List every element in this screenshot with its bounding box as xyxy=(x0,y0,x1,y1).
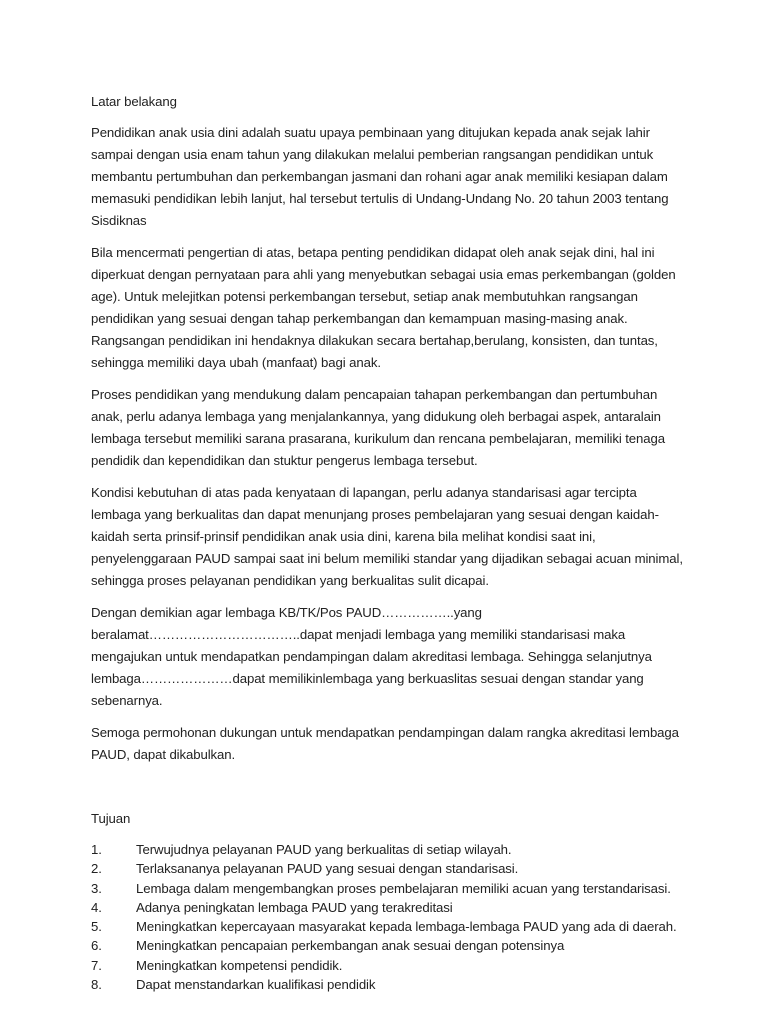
paragraph-5: Dengan demikian agar lembaga KB/TK/Pos PAUD……………..yang beralamat……………………………..dapat menjadi lembaga yang memiliki standarisasi maka mengajukan untuk mendapatkan pendampingan dalam akreditasi lembaga. Sehingga selanjutnya lembaga…………………dapat memilikinlembaga yang berkuaslitas sesuai dengan standar yang sebenarnya. xyxy=(91,605,652,708)
list-number: 4. xyxy=(91,899,102,915)
list-item xyxy=(91,879,688,898)
list-text: Adanya peningkatan lembaga PAUD yang terakreditasi xyxy=(136,899,453,915)
list-text: Meningkatkan kompetensi pendidik. xyxy=(136,957,343,973)
list-number: 3. xyxy=(91,880,102,896)
list-item xyxy=(91,975,688,994)
paragraph-1: Pendidikan anak usia dini adalah suatu upaya pembinaan yang ditujukan kepada anak sejak lahir sampai dengan usia enam tahun yang dilakukan melalui pemberian rangsangan pendidikan untuk membantu pertumbuhan dan perkembangan jasmani dan rohani agar anak memiliki kesiapan dalam memasuki pendidikan lebih lanjut, hal tersebut tertulis di Undang-Undang No. 20 tahun 2003 tentang Sisdiknas xyxy=(91,125,669,228)
list-text: Terwujudnya pelayanan PAUD yang berkualitas di setiap wilayah. xyxy=(136,842,512,857)
list-number: 5. xyxy=(91,919,102,935)
list-item xyxy=(91,956,688,975)
list-number: 7. xyxy=(91,957,102,973)
list-item xyxy=(91,917,688,936)
paragraph-3: Proses pendidikan yang mendukung dalam pencapaian tahapan perkembangan dan pertumbuhan anak, perlu adanya lembaga yang menjalankannya, yang didukung oleh berbagai aspek, antaralain lembaga tersebut memiliki sarana prasarana, kurikulum dan rencana pembelajaran, memiliki tenaga pendidik dan kependidikan dan stuktur pengerus lembaga tersebut. xyxy=(91,387,665,468)
list-text: Meningkatkan pencapaian perkembangan anak sesuai dengan potensinya xyxy=(136,938,565,954)
heading-tujuan: Tujuan xyxy=(91,811,131,826)
paragraph-2: Bila mencermati pengertian di atas, betapa penting pendidikan didapat oleh anak sejak dini, hal ini diperkuat dengan pernyataan para ahli yang menyebutkan sebagai usia emas perkembangan (golden age). Untuk melejitkan potensi perkembangan tersebut, setiap anak membutuhkan rangsangan pendidikan yang sesuai dengan tahap perkembangan dan kemampuan masing-masing anak. Rangsangan pendidikan ini hendaknya dilakukan secara bertahap,berulang, konsisten, dan tuntas, sehingga memiliki daya ubah (manfaat) bagi anak. xyxy=(91,245,676,370)
paragraph-6: Semoga permohonan dukungan untuk mendapatkan pendampingan dalam rangka akreditasi lembaga PAUD, dapat dikabulkan. xyxy=(91,725,679,762)
heading-latar-belakang: Latar belakang xyxy=(91,94,177,109)
list-item xyxy=(91,840,688,859)
list-item xyxy=(91,898,688,917)
list-item xyxy=(91,859,688,878)
list-text: Dapat menstandarkan kualifikasi pendidik xyxy=(136,977,376,993)
list-number: 6. xyxy=(91,938,102,954)
list-text: Meningkatkan kepercayaan masyarakat kepada lembaga-lembaga PAUD yang ada di daerah. xyxy=(136,919,677,935)
list-number: 1. xyxy=(91,842,102,857)
paragraph-4: Kondisi kebutuhan di atas pada kenyataan di lapangan, perlu adanya standarisasi agar tercipta lembaga yang berkualitas dan dapat menunjang proses pembelajaran yang sesuai dengan kaidah-kaidah serta prinsif-prinsif pendidikan anak usia dini, karena bila melihat kondisi saat ini, penyelenggaraan PAUD sampai saat ini belum memiliki standar yang dijadikan sebagai acuan minimal, sehingga proses pelayanan pendidikan yang berkualitas sulit dicapai. xyxy=(91,485,683,588)
goals-list xyxy=(91,840,688,994)
list-text: Terlaksananya pelayanan PAUD yang sesuai dengan standarisasi. xyxy=(136,861,519,877)
list-number: 2. xyxy=(91,861,102,877)
list-number: 8. xyxy=(91,977,102,993)
list-item xyxy=(91,936,688,955)
list-text: Lembaga dalam mengembangkan proses pembelajaran memiliki acuan yang terstandarisasi. xyxy=(136,880,671,896)
